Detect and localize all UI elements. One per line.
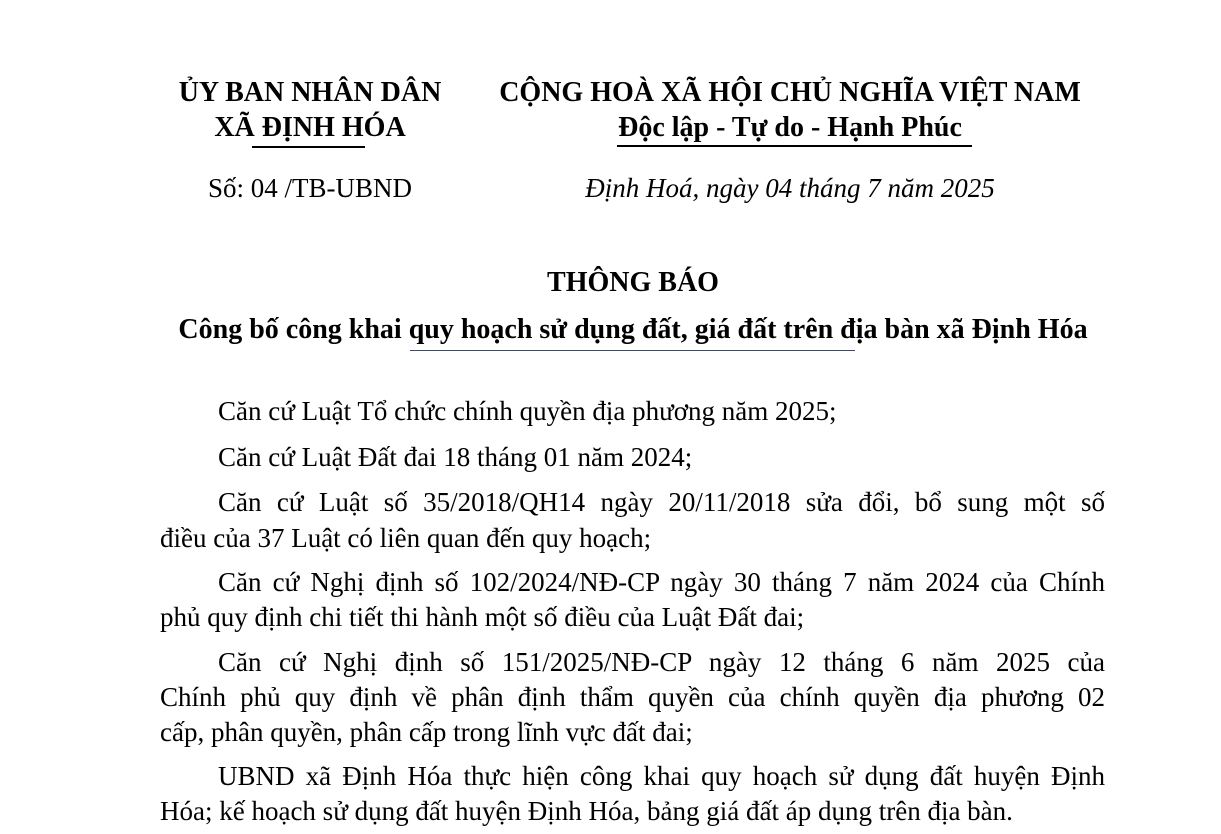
agency-name: ỦY BAN NHÂN DÂN [178,77,442,108]
paragraph-line: Hóa; kế hoạch sử dụng đất huyện Định Hóa, bảng giá đất áp dụng trên địa bàn. [160,796,1013,826]
paragraph-line: cấp, phân quyền, phân cấp trong lĩnh vực đất đai; [160,717,693,747]
document-number: Số: 04 /TB-UBND [207,173,413,203]
paragraph-line: Căn cứ Luật Tổ chức chính quyền địa phương năm 2025; [218,396,837,426]
document-date: Định Hoá, ngày 04 tháng 7 năm 2025 [585,173,995,203]
paragraph-line: điều của 37 Luật có liên quan đến quy hoạch; [160,523,652,553]
document-title: THÔNG BÁO [547,267,719,298]
paragraph-line: Căn cứ Nghị định số 102/2024/NĐ-CP ngày 30 tháng 7 năm 2024 của Chính [218,567,1105,597]
paragraph-line: Căn cứ Nghị định số 151/2025/NĐ-CP ngày 12 tháng 6 năm 2025 của [218,647,1105,677]
document-subtitle: Công bố công khai quy hoạch sử dụng đất, giá đất trên địa bàn xã Định Hóa [178,314,1088,345]
subtitle-underline [410,350,855,351]
right-divider [617,145,972,147]
commune-name: XÃ ĐỊNH HÓA [214,112,406,143]
motto: Độc lập - Tự do - Hạnh Phúc [618,112,962,143]
paragraph-line: Căn cứ Luật Đất đai 18 tháng 01 năm 2024; [218,442,693,472]
paragraph-line: UBND xã Định Hóa thực hiện công khai quy hoạch sử dụng đất huyện Định [218,761,1105,791]
paragraph-line: Căn cứ Luật số 35/2018/QH14 ngày 20/11/2018 sửa đổi, bổ sung một số [218,487,1105,517]
paragraph-line: phủ quy định chi tiết thi hành một số điều của Luật Đất đai; [160,602,805,632]
country-name: CỘNG HOÀ XÃ HỘI CHỦ NGHĨA VIỆT NAM [499,77,1081,108]
left-divider [252,146,365,148]
paragraph-line: Chính phủ quy định về phân định thẩm quyền của chính quyền địa phương 02 [160,682,1105,712]
